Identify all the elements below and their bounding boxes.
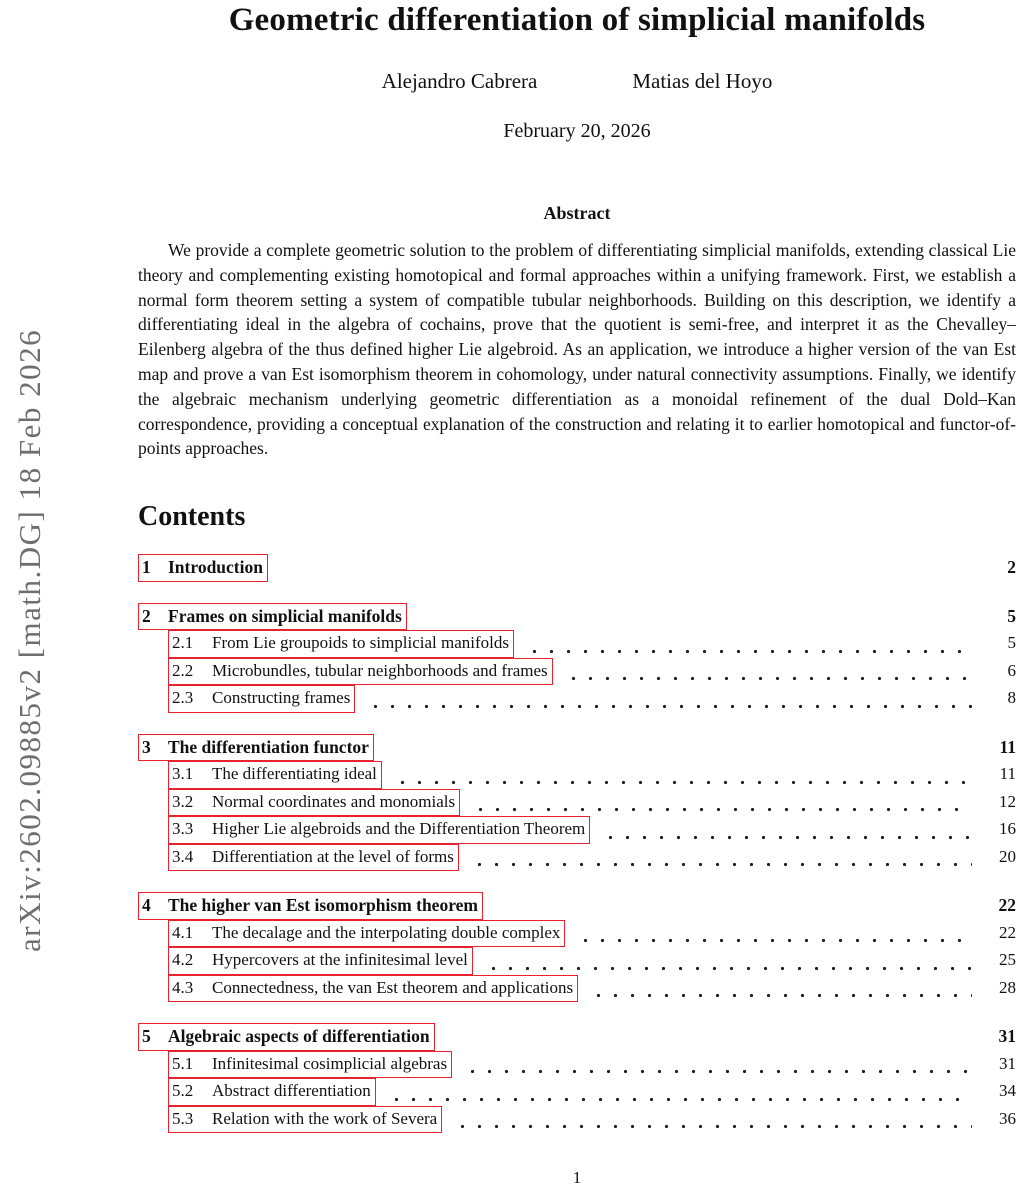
toc-dot-leader — [367, 704, 972, 709]
toc-subsection-row — [138, 1078, 1016, 1106]
toc-page-number: 22 — [998, 895, 1016, 916]
toc-dot-leader — [388, 1097, 972, 1102]
toc-number: 2.3 — [172, 688, 194, 708]
toc-number: 3 — [142, 736, 151, 757]
toc-link[interactable] — [168, 947, 473, 975]
toc-title: The higher van Est isomorphism theorem — [168, 895, 478, 916]
toc-link[interactable] — [168, 975, 578, 1003]
toc-dot-leader — [472, 807, 972, 812]
toc-page-number: 11 — [999, 736, 1016, 757]
toc-subsection-row — [138, 816, 1016, 844]
toc-page-number: 20 — [999, 846, 1016, 866]
toc-title: The differentiating ideal — [212, 764, 377, 784]
toc-subsection-row — [138, 685, 1016, 713]
toc-subsection-row — [138, 947, 1016, 975]
toc-link[interactable] — [168, 685, 355, 713]
toc-dot-leader — [394, 780, 972, 785]
toc-link[interactable] — [138, 892, 483, 920]
toc-title: Microbundles, tubular neighborhoods and frames — [212, 660, 548, 680]
toc-section-row — [138, 892, 1016, 920]
toc-title: Abstract differentiation — [212, 1081, 371, 1101]
toc-page-number: 8 — [1007, 688, 1016, 708]
toc-list — [138, 554, 1016, 1133]
paper-page — [138, 0, 1016, 1200]
author-line — [138, 69, 1016, 94]
toc-title: Normal coordinates and monomials — [212, 791, 456, 811]
toc-title: Introduction — [168, 557, 263, 578]
toc-title: Connectedness, the van Est theorem and applications — [212, 977, 574, 997]
toc-link[interactable] — [168, 1078, 376, 1106]
toc-page-number: 12 — [999, 791, 1016, 811]
toc-page-number: 22 — [999, 922, 1016, 942]
toc-subsection-row — [138, 658, 1016, 686]
arxiv-watermark: arXiv:2602.09885v2 [math.DG] 18 Feb 2026 — [12, 328, 47, 952]
toc-link[interactable] — [168, 630, 514, 658]
toc-number: 5 — [142, 1026, 151, 1047]
toc-link[interactable] — [168, 844, 459, 872]
toc-page-number: 16 — [999, 819, 1016, 839]
toc-subsection-row — [138, 789, 1016, 817]
toc-dot-leader — [464, 1069, 972, 1074]
toc-page-number: 11 — [999, 764, 1016, 784]
page-number: 1 — [572, 1168, 582, 1187]
toc-subsection-row — [138, 630, 1016, 658]
toc-title: Hypercovers at the infinitesimal level — [212, 950, 468, 970]
toc-subsection-row — [138, 1051, 1016, 1079]
toc-link[interactable] — [168, 920, 565, 948]
toc-number: 2.2 — [172, 660, 194, 680]
toc-link[interactable] — [168, 789, 460, 817]
toc-number: 5.2 — [172, 1081, 194, 1101]
toc-title: Frames on simplicial manifolds — [168, 605, 402, 626]
toc-number: 5.3 — [172, 1108, 194, 1128]
abstract-text: We provide a complete geometric solution to the problem of differentiating simplicial manifolds, extending classical Lie theory and complementing existing homotopical and formal approaches within a unifying framework. First, we establish a normal form theorem setting a system of compatible tubular neighborhoods. Building on this description, we identify a differentiating ideal in the algebra of cochains, prove that the quotient is semi-free, and interpret it as the Chevalley–Eilenberg algebra of the thus defined higher Lie algebroid. As an application, we introduce a higher version of the van Est map and prove a van Est isomorphism theorem in cohomology, under natural connectivity assumptions. Finally, we identify the algebraic mechanism underlying geometric differentiation as a monoidal refinement of the dual Dold–Kan correspondence, providing a conceptual explanation of the construction and relating it to earlier homotopical and functor-of-points approaches. — [138, 240, 1016, 459]
toc-link[interactable] — [168, 816, 590, 844]
toc-title: Constructing frames — [212, 688, 351, 708]
toc-dot-leader — [471, 862, 972, 867]
abstract-heading: Abstract — [543, 203, 611, 223]
toc-page-number: 5 — [1007, 605, 1016, 626]
toc-link[interactable] — [138, 603, 407, 631]
toc-number: 4.1 — [172, 922, 194, 942]
toc-dot-leader — [485, 966, 972, 971]
toc-number: 1 — [142, 557, 151, 578]
toc-section-row — [138, 554, 1016, 582]
toc-dot-leader — [590, 993, 972, 998]
toc-title: Relation with the work of Severa — [212, 1108, 438, 1128]
toc-subsection-row — [138, 975, 1016, 1003]
toc-link[interactable] — [168, 658, 553, 686]
contents-heading: Contents — [138, 501, 246, 533]
toc-link[interactable] — [168, 761, 382, 789]
toc-link[interactable] — [168, 1051, 452, 1079]
toc-dot-leader — [526, 649, 972, 654]
toc-link[interactable] — [138, 1023, 435, 1051]
toc-title: Algebraic aspects of differentiation — [168, 1026, 430, 1047]
toc-section-row — [138, 603, 1016, 631]
toc-page-number: 25 — [999, 950, 1016, 970]
toc-link[interactable] — [138, 734, 374, 762]
toc-subsection-row — [138, 1106, 1016, 1134]
toc-number: 4.2 — [172, 950, 194, 970]
toc-number: 3.2 — [172, 791, 194, 811]
toc-page-number: 36 — [999, 1108, 1016, 1128]
toc-number: 2 — [142, 605, 151, 626]
toc-dot-leader — [602, 835, 972, 840]
toc-section-row — [138, 1023, 1016, 1051]
toc-subsection-row — [138, 844, 1016, 872]
toc-number: 4.3 — [172, 977, 194, 997]
toc-title: Higher Lie algebroids and the Differentiation Theorem — [212, 819, 586, 839]
toc-page-number: 34 — [999, 1081, 1016, 1101]
toc-title: From Lie groupoids to simplicial manifolds — [212, 633, 510, 653]
toc-link[interactable] — [168, 1106, 442, 1134]
author-1: Alejandro Cabrera — [381, 69, 538, 93]
toc-page-number: 2 — [1007, 557, 1016, 578]
paper-title: Geometric differentiation of simplicial manifolds — [228, 2, 926, 38]
toc-number: 3.4 — [172, 846, 194, 866]
toc-number: 5.1 — [172, 1053, 194, 1073]
toc-page-number: 5 — [1007, 633, 1016, 653]
toc-title: The decalage and the interpolating double complex — [212, 922, 561, 942]
toc-page-number: 31 — [998, 1026, 1016, 1047]
toc-page-number: 28 — [999, 977, 1016, 997]
toc-title: Infinitesimal cosimplicial algebras — [212, 1053, 448, 1073]
toc-page-number: 31 — [999, 1053, 1016, 1073]
toc-link[interactable] — [138, 554, 268, 582]
toc-dot-leader — [565, 676, 972, 681]
paper-date: February 20, 2026 — [503, 120, 651, 142]
toc-section-row — [138, 734, 1016, 762]
toc-title: Differentiation at the level of forms — [212, 846, 454, 866]
toc-number: 3.3 — [172, 819, 194, 839]
toc-number: 4 — [142, 895, 151, 916]
toc-number: 2.1 — [172, 633, 194, 653]
toc-number: 3.1 — [172, 764, 194, 784]
author-2: Matias del Hoyo — [632, 69, 773, 93]
toc-subsection-row — [138, 761, 1016, 789]
toc-page-number: 6 — [1007, 660, 1016, 680]
toc-title: The differentiation functor — [168, 736, 369, 757]
toc-subsection-row — [138, 920, 1016, 948]
toc-dot-leader — [454, 1124, 972, 1129]
toc-dot-leader — [577, 938, 972, 943]
